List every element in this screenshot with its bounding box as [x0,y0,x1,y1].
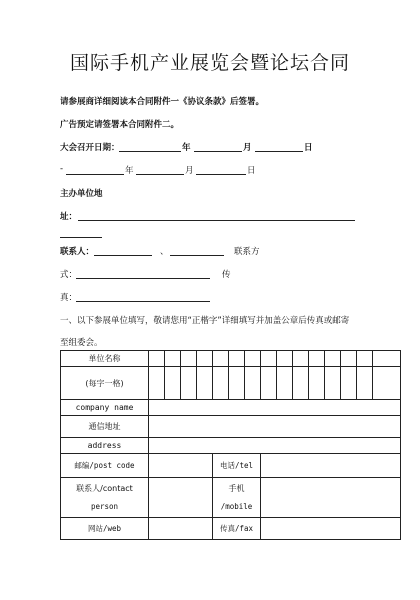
mobile-label-cn: 手机 [228,483,245,493]
contact-person-1-field[interactable] [94,255,152,256]
tel-label [213,454,261,478]
postcode-label-text: 邮编/post code [74,461,135,470]
mobile-label-en: /mobile [220,501,253,511]
contact-method-field[interactable] [76,278,210,279]
end-date-day-unit: 日 [247,166,256,176]
section-1-text: 一、以下参展单位填写，敬请您用“正楷字”详细填写并加盖公章后传真或邮寄 [60,316,350,326]
char-cell[interactable] [229,367,245,400]
char-cell[interactable] [341,351,357,367]
char-cell[interactable] [277,351,293,367]
table-row [61,478,401,518]
intro-line-1: 请参展商详细阅读本合同附件一《协议条款》后签署。 [60,97,265,107]
date-range-dash: - [60,164,64,174]
table-row [61,518,401,540]
contact-method-label: 联系方 [234,247,260,257]
char-cell[interactable] [213,367,229,400]
date-month-field[interactable] [194,151,242,152]
fax-field[interactable] [76,301,210,302]
address-en-label: address [61,438,149,454]
organizer-label: 主办单位地 [60,189,103,199]
unit-name-label: 单位名称 [61,351,149,367]
contact-separator: 、 [160,247,169,257]
end-date-year-unit: 年 [125,166,134,176]
mobile-field[interactable] [261,478,401,518]
char-cell[interactable] [293,367,309,400]
date-month-unit: 月 [243,143,252,153]
company-name-field[interactable] [149,400,401,416]
contact-person-label [61,478,149,518]
fax-label: 传 [222,270,231,280]
char-cell[interactable] [165,351,181,367]
fax-form-label-text: 传真/fax [219,524,254,533]
table-row [61,400,401,416]
address-cn-field[interactable] [149,416,401,438]
section-1-text-cont: 至组委会。 [60,338,103,348]
char-cell[interactable] [181,351,197,367]
document-title: 国际手机产业展览会暨论坛合同 [69,52,350,74]
char-cell[interactable] [181,367,197,400]
contact-person-2-field[interactable] [170,255,224,256]
website-label-text: 网站/web [87,524,122,533]
end-date-month-field[interactable] [136,174,184,175]
char-cell[interactable] [197,351,213,367]
date-label: 大会召开日期： [60,143,120,153]
char-cell[interactable] [293,351,309,367]
exhibitor-form-table [60,350,401,540]
char-cell[interactable] [373,351,401,367]
fax-form-label [213,518,261,540]
fax-label-cont: 真： [60,293,78,303]
char-cell[interactable] [149,367,165,400]
end-date-year-field[interactable] [66,174,124,175]
postcode-field[interactable] [149,454,213,478]
char-cell[interactable] [245,367,261,400]
char-cell[interactable] [245,351,261,367]
contact-method-cont: 式： [60,270,78,280]
table-row [61,351,401,367]
char-cell[interactable] [277,367,293,400]
organizer-address-field[interactable] [78,220,355,221]
char-cell[interactable] [165,367,181,400]
table-row [61,438,401,454]
organizer-label-cont: 址： [60,212,78,222]
char-cell[interactable] [357,351,373,367]
mobile-label [213,478,261,518]
char-cell[interactable] [309,351,325,367]
end-date-month-unit: 月 [185,166,194,176]
company-name-label: company name [61,400,149,416]
char-cell[interactable] [149,351,165,367]
date-year-unit: 年 [182,143,191,153]
contact-person-field[interactable] [149,478,213,518]
contact-person-label-en: person [90,501,119,511]
table-row [61,367,401,400]
char-cell[interactable] [197,367,213,400]
fax-form-field[interactable] [261,518,401,540]
char-cell[interactable] [357,367,373,400]
char-cell[interactable] [213,351,229,367]
char-cell[interactable] [229,351,245,367]
char-cell[interactable] [309,367,325,400]
date-year-field[interactable] [119,151,181,152]
contact-label: 联系人： [60,247,95,257]
char-cell[interactable] [261,367,277,400]
char-cell[interactable] [341,367,357,400]
char-cell[interactable] [373,367,401,400]
organizer-address-field-cont[interactable] [60,237,102,238]
contact-person-label-cn: 联系人/contact [76,483,133,493]
unit-name-hint: (每字一格) [61,367,149,400]
tel-label-text: 电话/tel [219,461,254,470]
char-cell[interactable] [325,367,341,400]
char-cell[interactable] [325,351,341,367]
date-day-field[interactable] [255,151,303,152]
date-day-unit: 日 [304,143,313,153]
end-date-day-field[interactable] [196,174,246,175]
char-cell[interactable] [261,351,277,367]
intro-line-2: 广告预定请签署本合同附件二。 [60,120,180,130]
table-row [61,416,401,438]
table-row [61,454,401,478]
tel-field[interactable] [261,454,401,478]
address-en-field[interactable] [149,438,401,454]
website-field[interactable] [149,518,213,540]
postcode-label [61,454,149,478]
website-label [61,518,149,540]
address-cn-label: 通信地址 [61,416,149,438]
